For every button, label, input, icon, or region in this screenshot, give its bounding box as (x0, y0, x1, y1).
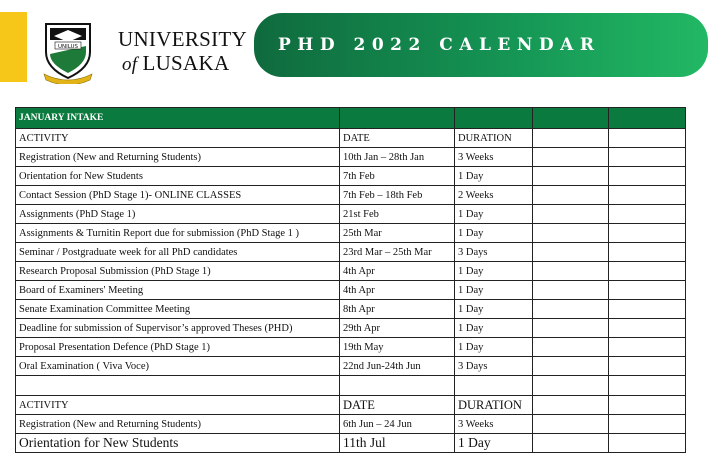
duration-cell: 3 Weeks (455, 415, 533, 434)
empty-cell (533, 129, 609, 148)
date-cell: 8th Apr (340, 300, 455, 319)
empty-cell (533, 319, 609, 338)
activity-cell: Seminar / Postgraduate week for all PhD candidates (16, 243, 340, 262)
activity-cell: Oral Examination ( Viva Voce) (16, 357, 340, 376)
university-of: of (122, 54, 138, 75)
phd-calendar-table (15, 107, 686, 453)
duration-cell: 1 Day (455, 338, 533, 357)
second-header-row (16, 396, 686, 415)
empty-cell (533, 357, 609, 376)
empty-cell (533, 262, 609, 281)
intake-cell (609, 108, 686, 129)
empty-cell (609, 300, 686, 319)
table-row (16, 262, 686, 281)
empty-cell (609, 415, 686, 434)
table-row (16, 319, 686, 338)
empty-cell (609, 396, 686, 415)
crest-text: UNILUS (57, 44, 79, 50)
table-row (16, 167, 686, 186)
empty-cell (533, 148, 609, 167)
duration-cell: 1 Day (455, 205, 533, 224)
empty-cell (533, 224, 609, 243)
duration-cell: 1 Day (455, 262, 533, 281)
table-row (16, 300, 686, 319)
banner-title: PHD 2022 CALENDAR (278, 35, 601, 55)
activity-cell: Orientation for New Students (16, 434, 340, 453)
empty-cell (533, 415, 609, 434)
date-cell: 29th Apr (340, 319, 455, 338)
university-line2: LUSAKA (142, 51, 230, 75)
empty-cell (533, 186, 609, 205)
duration-header: DURATION (455, 396, 533, 415)
empty-cell (609, 167, 686, 186)
duration-cell: 1 Day (455, 281, 533, 300)
date-cell: 21st Feb (340, 205, 455, 224)
date-cell: 22nd Jun-24th Jun (340, 357, 455, 376)
empty-cell (609, 148, 686, 167)
date-cell: 6th Jun – 24 Jun (340, 415, 455, 434)
empty-cell (533, 243, 609, 262)
date-cell: 11th Jul (340, 434, 455, 453)
empty-cell (609, 357, 686, 376)
duration-cell: 1 Day (455, 434, 533, 453)
empty-cell (609, 205, 686, 224)
duration-cell: 2 Weeks (455, 186, 533, 205)
table-row (16, 281, 686, 300)
intake-cell (455, 108, 533, 129)
activity-cell: Contact Session (PhD Stage 1)- ONLINE CLASSES (16, 186, 340, 205)
intake-cell (533, 108, 609, 129)
intake-header-row (16, 108, 686, 129)
activity-cell: Proposal Presentation Defence (PhD Stage 1) (16, 338, 340, 357)
date-cell (340, 376, 455, 396)
empty-cell (609, 186, 686, 205)
university-crest-logo (42, 18, 94, 84)
duration-cell: 1 Day (455, 224, 533, 243)
table-row (16, 224, 686, 243)
table-row (16, 243, 686, 262)
activity-header: ACTIVITY (16, 129, 340, 148)
university-line1: UNIVERSITY (118, 27, 247, 51)
activity-cell: Assignments (PhD Stage 1) (16, 205, 340, 224)
duration-cell: 3 Days (455, 243, 533, 262)
empty-cell (533, 167, 609, 186)
empty-cell (609, 338, 686, 357)
date-cell: 4th Apr (340, 262, 455, 281)
date-header: DATE (340, 396, 455, 415)
table-row (16, 357, 686, 376)
table-row (16, 186, 686, 205)
table-row (16, 148, 686, 167)
date-cell: 4th Apr (340, 281, 455, 300)
table-row (16, 415, 686, 434)
empty-cell (533, 396, 609, 415)
activity-cell: Research Proposal Submission (PhD Stage 1) (16, 262, 340, 281)
date-cell: 19th May (340, 338, 455, 357)
activity-cell: Senate Examination Committee Meeting (16, 300, 340, 319)
empty-cell (609, 376, 686, 396)
date-cell: 7th Feb (340, 167, 455, 186)
empty-cell (533, 205, 609, 224)
empty-cell (533, 281, 609, 300)
yellow-accent-bar (0, 12, 27, 82)
empty-cell (609, 319, 686, 338)
table-row (16, 205, 686, 224)
duration-header: DURATION (455, 129, 533, 148)
activity-cell: Deadline for submission of Supervisor’s approved Theses (PHD) (16, 319, 340, 338)
date-header: DATE (340, 129, 455, 148)
intake-label: JANUARY INTAKE (16, 108, 340, 129)
activity-cell (16, 376, 340, 396)
duration-cell: 1 Day (455, 319, 533, 338)
date-cell: 7th Feb – 18th Feb (340, 186, 455, 205)
empty-cell (609, 281, 686, 300)
empty-cell (533, 338, 609, 357)
activity-cell: Orientation for New Students (16, 167, 340, 186)
empty-cell (609, 243, 686, 262)
duration-cell: 1 Day (455, 300, 533, 319)
empty-cell (533, 376, 609, 396)
date-cell: 25th Mar (340, 224, 455, 243)
date-cell: 10th Jan – 28th Jan (340, 148, 455, 167)
activity-cell: Registration (New and Returning Students) (16, 415, 340, 434)
column-header-row (16, 129, 686, 148)
intake-cell (340, 108, 455, 129)
calendar-title-banner (254, 13, 708, 77)
table-row (16, 434, 686, 453)
university-name (118, 28, 247, 76)
empty-cell (609, 224, 686, 243)
empty-cell (609, 262, 686, 281)
table-row (16, 338, 686, 357)
activity-cell: Board of Examiners' Meeting (16, 281, 340, 300)
empty-cell (609, 434, 686, 453)
empty-cell (533, 434, 609, 453)
duration-cell: 3 Days (455, 357, 533, 376)
activity-cell: Assignments & Turnitin Report due for submission (PhD Stage 1 ) (16, 224, 340, 243)
date-cell: 23rd Mar – 25th Mar (340, 243, 455, 262)
duration-cell: 1 Day (455, 167, 533, 186)
blank-row (16, 376, 686, 396)
empty-cell (609, 129, 686, 148)
activity-cell: Registration (New and Returning Students) (16, 148, 340, 167)
empty-cell (533, 300, 609, 319)
duration-cell (455, 376, 533, 396)
duration-cell: 3 Weeks (455, 148, 533, 167)
activity-header: ACTIVITY (16, 396, 340, 415)
